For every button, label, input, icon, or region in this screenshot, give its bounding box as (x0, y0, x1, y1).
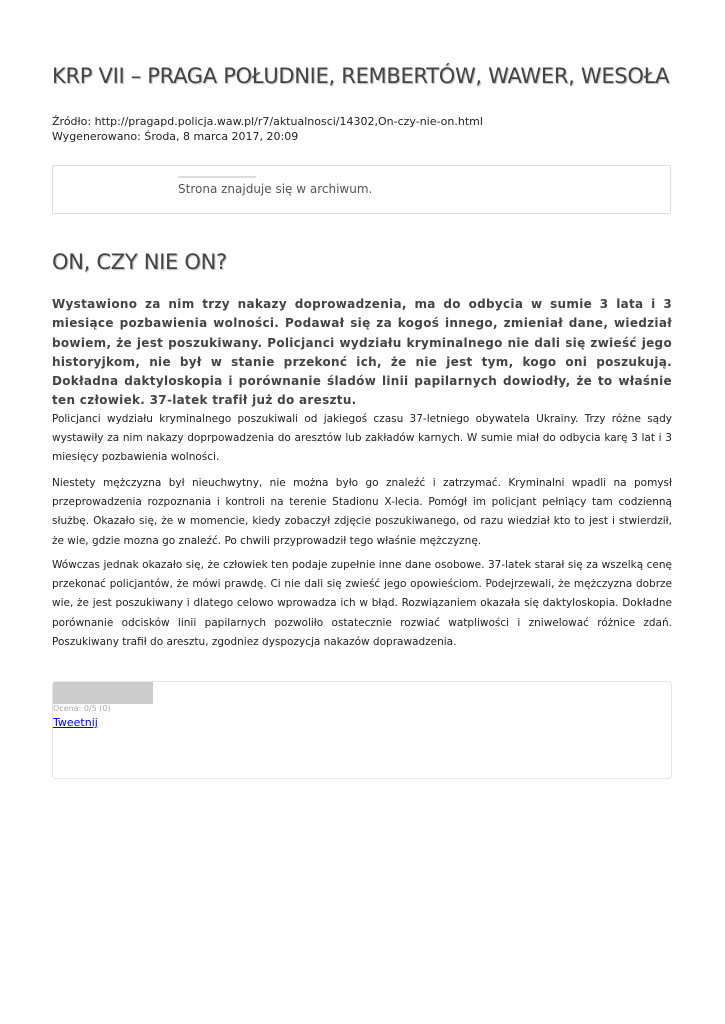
generated-line: Wygenerowano: Środa, 8 marca 2017, 20:09 (52, 130, 299, 143)
archive-notice-box (52, 165, 671, 214)
article-lead: Wystawiono za nim trzy nakazy doprowadzenia, ma do odbycia w sumie 3 lata i 3 miesiące pozbawienia wolności. Podawał się za kogoś innego, zmieniał dane, wiedział bowiem, że jest poszukiwany. Policjanci wydziału kryminalnego nie dali się zwieść jego historyjkom, nie był w stanie przekonć ich, że nie jest tym, kogo oni poszukują. Dokładna daktyloskopia i porównanie śladów linii papilarnych dowiodły, że to właśnie ten człowiek. 37-latek trafił już do aresztu. (52, 297, 672, 408)
tweet-link[interactable]: Tweetnij (53, 716, 98, 729)
article-paragraph: Policjanci wydziału kryminalnego poszukiwali od jakiegoś czasu 37-letniego obywatela Ukrainy. Trzy różne sądy wystawiły za nim nakazy doprpowadzenia do aresztów lub zakładów karnych. W sumie miał do odbycia karę 3 lat i 3 miesięcy pozbawienia wolności. (52, 413, 672, 464)
site-title: KRP VII – PRAGA POŁUDNIE, REMBERTÓW, WAWER, WESOŁA (52, 64, 670, 88)
archive-divider (178, 176, 256, 178)
article-paragraph: Niestety mężczyzna był nieuchwytny, nie można było go znaleźć i zatrzymać. Kryminalni wpadli na pomysł przeprowadzenia rozpoznania i kontroli na terenie Stadionu X-lecia. Pomógł im policjant pełniący tam codzienną służbę. Okazało się, że w momencie, kiedy zobaczył zdjęcie poszukiwanego, od razu wiedział kto to jest i stwierdził, że wie, gdzie mozna go znaleźć. Po chwili przyprowadził tego właśnie mężczyznę. (52, 477, 672, 547)
archive-notice: Strona znajduje się w archiwum. (178, 182, 373, 196)
rating-box (52, 681, 672, 779)
rating-text: Ocena: 0/5 (0) (53, 704, 111, 713)
meta-info (52, 114, 483, 144)
article-paragraph: Wówczas jednak okazało się, że człowiek ten podaje zupełnie inne dane osobowe. 37-latek starał się za wszelką cenę przekonać policjantów, że mówi prawdę. Ci nie dali się zwieść jego opowieściom. Podejrzewali, że mężczyzna dobrze wie, że jest poszukiwany i dlatego celowo wprowadza ich w błąd. Rozwiązaniem okazała się daktyloskopia. Dokładne porównanie odcisków linii papilarnych pozwoliło ostatecznie rozwiać watpliwości i zniwelować różnice zdań. Poszukiwany trafił do aresztu, zgodniez dyspozycja nakazów doprawadzenia. (52, 559, 672, 648)
source-line: Źródło: http://pragapd.policja.waw.pl/r7/aktualnosci/14302,On-czy-nie-on.html (52, 115, 483, 128)
rating-stars-bar[interactable] (53, 682, 153, 704)
article-title: ON, CZY NIE ON? (52, 250, 227, 274)
